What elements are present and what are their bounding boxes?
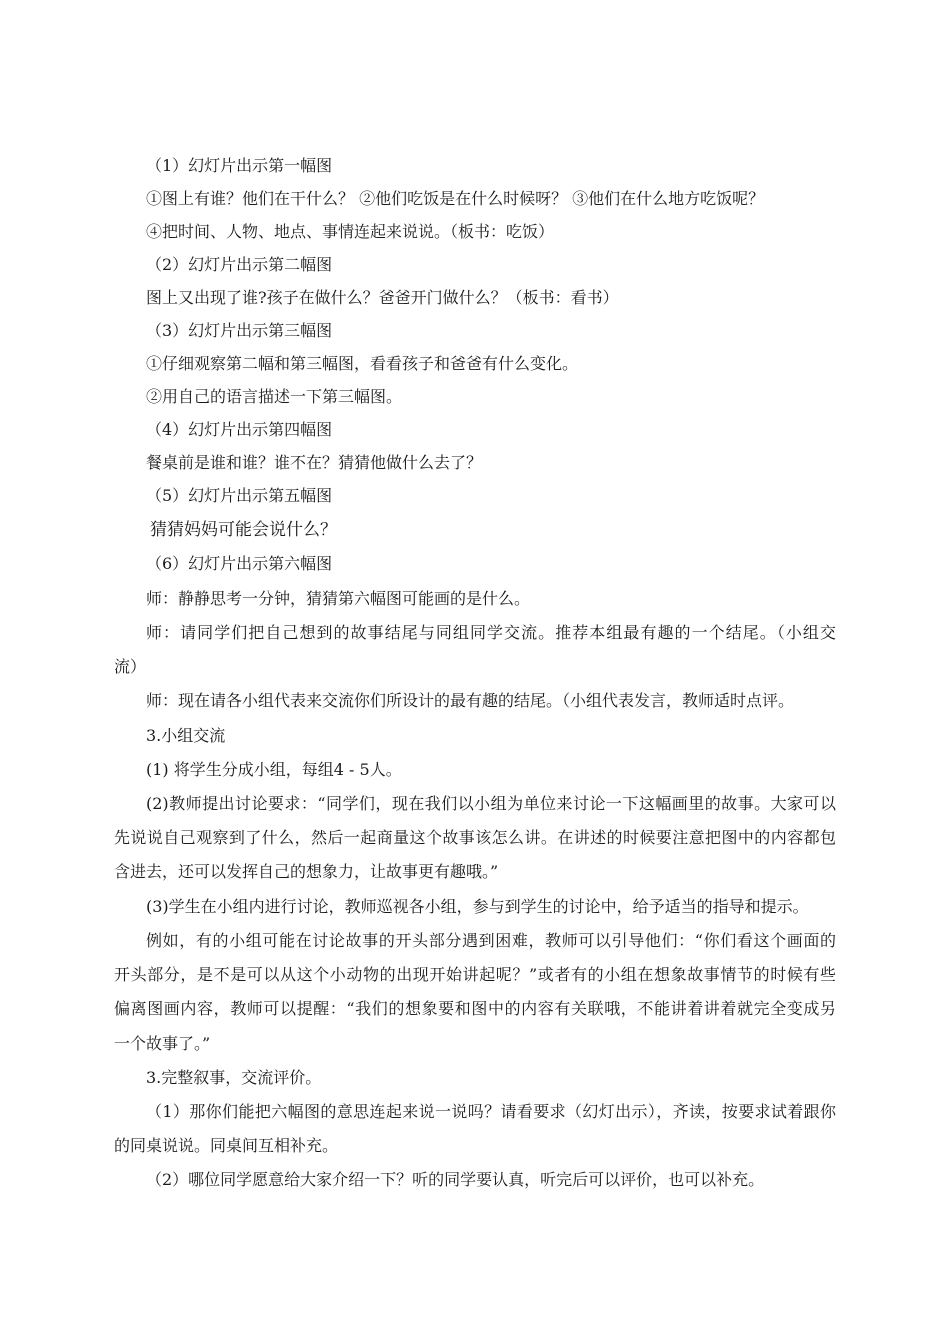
paragraph-line: 流） xyxy=(114,657,147,676)
heading-slide-3: （3）幻灯片出示第三幅图 xyxy=(146,321,333,340)
paragraph-line: 先说说自己观察到了什么，然后一起商量这个故事该怎么讲。在讲述的时候要注意把图中的内容都包 xyxy=(114,828,836,847)
heading-slide-2: （2）幻灯片出示第二幅图 xyxy=(146,255,333,274)
paragraph-line: 例如，有的小组可能在讨论故事的开头部分遇到困难，教师可以引导他们：“你们看这个画面的 xyxy=(146,931,836,950)
paragraph-line: ②用自己的语言描述一下第三幅图。 xyxy=(146,387,403,406)
section-heading: 3.小组交流 xyxy=(146,726,226,745)
paragraph-line: 师：静静思考一分钟，猜猜第六幅图可能画的是什么。 xyxy=(146,589,531,608)
paragraph-line: 猜猜妈妈可能会说什么？ xyxy=(150,520,337,540)
paragraph-line: 师：请同学们把自己想到的故事结尾与同组同学交流。推荐本组最有趣的一个结尾。（小组交 xyxy=(146,623,836,642)
paragraph-line: （1）那你们能把六幅图的意思连起来说一说吗？请看要求（幻灯出示），齐读，按要求试着跟你 xyxy=(146,1102,836,1121)
paragraph-line: ④把时间、人物、地点、事情连起来说说。（板书：吃饭） xyxy=(146,222,555,241)
section-heading: 3.完整叙事，交流评价。 xyxy=(146,1068,322,1087)
paragraph-line: (2)教师提出讨论要求：“同学们，现在我们以小组为单位来讨论一下这幅画里的故事。大家可以 xyxy=(146,794,836,813)
paragraph-line: ①仔细观察第二幅和第三幅图，看看孩子和爸爸有什么变化。 xyxy=(146,354,579,373)
heading-slide-6: （6）幻灯片出示第六幅图 xyxy=(146,554,333,573)
paragraph-line: 偏离图画内容，教师可以提醒：“我们的想象要和图中的内容有关联哦，不能讲着讲着就完全变成另 xyxy=(114,999,836,1018)
heading-slide-5: （5）幻灯片出示第五幅图 xyxy=(146,486,333,505)
paragraph-line: 餐桌前是谁和谁？谁不在？猜猜他做什么去了？ xyxy=(146,453,483,472)
paragraph-line: 一个故事了。” xyxy=(114,1034,211,1053)
paragraph-line: （2）哪位同学愿意给大家介绍一下？听的同学要认真，听完后可以评价，也可以补充。 xyxy=(146,1170,765,1189)
heading-slide-4: （4）幻灯片出示第四幅图 xyxy=(146,420,333,439)
paragraph-line: 开头部分，是不是可以从这个小动物的出现开始讲起呢？”或者有的小组在想象故事情节的时候有些 xyxy=(114,965,836,984)
paragraph-line: 图上又出现了谁?孩子在做什么？爸爸开门做什么？（板书：看书） xyxy=(146,288,619,307)
paragraph-line: 含进去，还可以发挥自己的想象力，让故事更有趣哦。” xyxy=(114,862,499,881)
paragraph-line: 师：现在请各小组代表来交流你们所设计的最有趣的结尾。（小组代表发言，教师适时点评。 xyxy=(146,691,795,710)
paragraph-line: (1) 将学生分成小组，每组4 - 5人。 xyxy=(146,760,402,779)
heading-slide-1: （1）幻灯片出示第一幅图 xyxy=(146,156,333,175)
paragraph-line: ①图上有谁？他们在干什么？ ②他们吃饭是在什么时候呀？ ③他们在什么地方吃饭呢？ xyxy=(146,189,765,208)
paragraph-line: 的同桌说说。同桌间互相补充。 xyxy=(114,1136,339,1155)
paragraph-line: (3)学生在小组内进行讨论，教师巡视各小组，参与到学生的讨论中，给予适当的指导和提示。 xyxy=(146,897,809,916)
